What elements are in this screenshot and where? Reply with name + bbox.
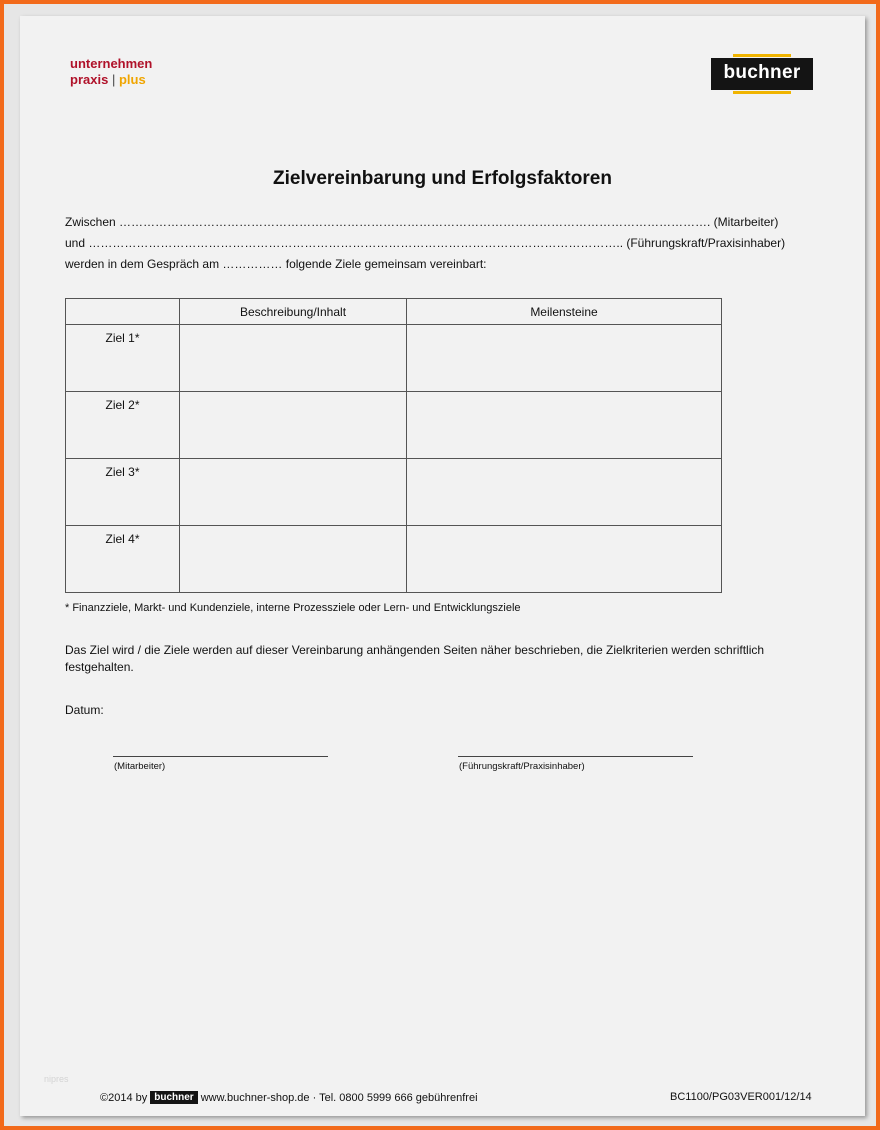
footer-buchner-logo: buchner: [150, 1091, 197, 1104]
table-header-empty: [66, 299, 180, 325]
image-frame: [4, 4, 876, 1126]
goals-table: [65, 298, 722, 593]
goal-label: Ziel 2*: [66, 392, 180, 459]
goal-milestones-cell[interactable]: [407, 459, 722, 526]
signature-line-employee[interactable]: [113, 756, 328, 757]
table-header-milestones: Meilensteine: [407, 299, 722, 325]
signature-caption-manager: (Führungskraft/Praxisinhaber): [459, 761, 585, 772]
goal-description-cell[interactable]: [180, 459, 407, 526]
table-row: [66, 459, 722, 526]
goal-label: Ziel 1*: [66, 325, 180, 392]
goal-description-cell[interactable]: [180, 526, 407, 593]
footer-contact: www.buchner-shop.de · Tel. 0800 5999 666 gebührenfrei: [200, 1092, 478, 1104]
signature-line-manager[interactable]: [458, 756, 693, 757]
logo-plus: plus: [118, 72, 146, 87]
intro-line-employee: Zwischen …………………………………………………………………………………………………………………………………. (Mitarbeiter): [65, 215, 779, 229]
unternehmen-praxis-plus-logo: [70, 56, 152, 88]
table-row: [66, 392, 722, 459]
table-row: [66, 325, 722, 392]
intro-line-manager: und …………………………………………………………………………………………………………………….. (Führungskraft/Praxisinhaber): [65, 236, 786, 250]
goal-milestones-cell[interactable]: [407, 526, 722, 593]
goal-milestones-cell[interactable]: [407, 325, 722, 392]
logo-line-1: unternehmen: [70, 56, 153, 71]
signature-caption-employee: (Mitarbeiter): [114, 761, 166, 772]
watermark: nipres: [44, 1074, 69, 1084]
paragraph: Das Ziel wird / die Ziele werden auf dieser Vereinbarung anhängenden Seiten näher beschrieben, die Zielkriterien werden schriftlich festgehalten.: [65, 643, 765, 674]
goal-label: Ziel 4*: [66, 526, 180, 593]
table-row: [66, 526, 722, 593]
goal-description-cell[interactable]: [180, 392, 407, 459]
logo-line-2: [70, 72, 152, 88]
footer-copyright: ©2014 by: [100, 1092, 148, 1104]
document-page: [20, 16, 865, 1116]
table-header-description: Beschreibung/Inhalt: [180, 299, 407, 325]
goal-label: Ziel 3*: [66, 459, 180, 526]
goal-milestones-cell[interactable]: [407, 392, 722, 459]
datum-label: Datum:: [65, 703, 104, 717]
footer-code: BC1100/PG03VER001/12/14: [670, 1091, 812, 1103]
page-title: Zielvereinbarung und Erfolgsfaktoren: [273, 168, 612, 189]
intro-line-date: werden in dem Gespräch am …………… folgende Ziele gemeinsam vereinbart:: [65, 257, 487, 271]
buchner-logo: buchner: [711, 58, 813, 90]
footer-left: [100, 1091, 478, 1104]
logo-separator: |: [111, 72, 116, 87]
footnote: * Finanzziele, Markt- und Kundenziele, interne Prozessziele oder Lern- und Entwicklungsziele: [65, 602, 521, 614]
table-header-row: [66, 299, 722, 325]
logo-praxis: praxis: [70, 72, 109, 87]
goal-description-cell[interactable]: [180, 325, 407, 392]
